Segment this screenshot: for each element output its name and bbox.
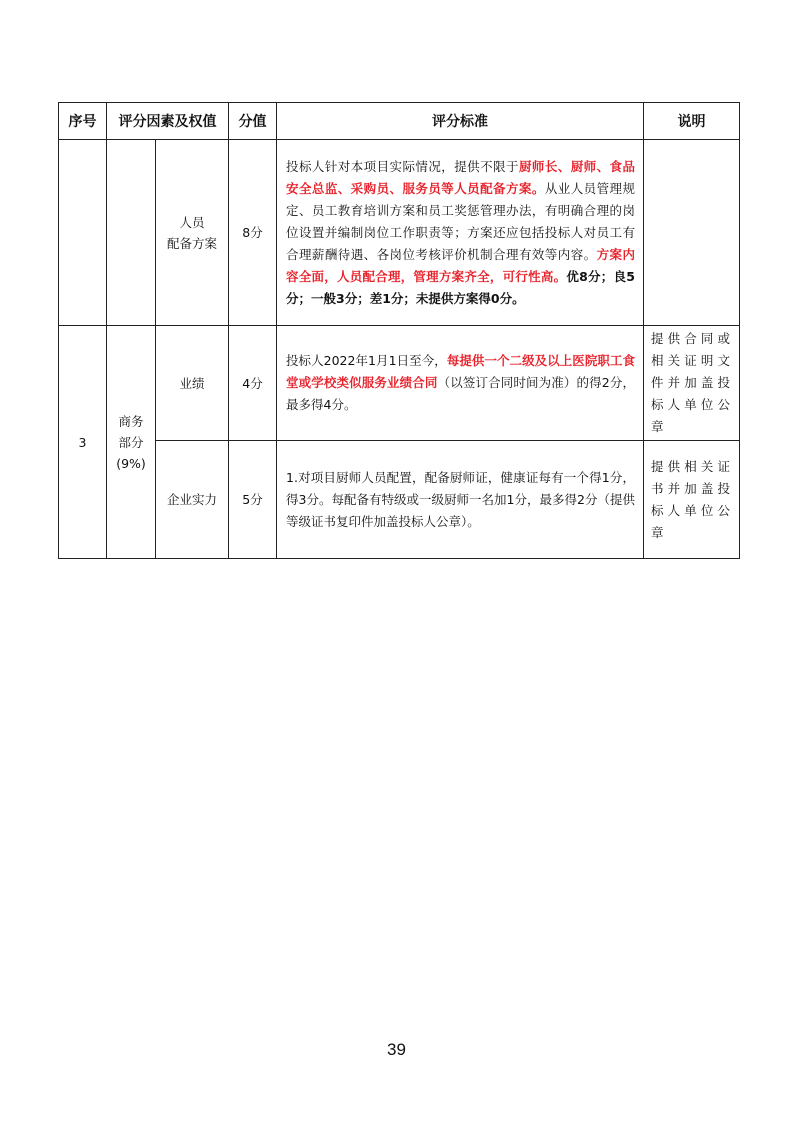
criteria-text: 投标人针对本项目实际情况，提供不限于: [286, 158, 519, 174]
score-staffing: 8分: [229, 140, 277, 326]
category-cell: 商务 部分 (9%): [107, 326, 156, 559]
empty-cell: [107, 140, 156, 326]
factor-performance: 业绩: [156, 326, 229, 441]
note-performance: 提供合同或相关证明文件并加盖投标人单位公章: [644, 326, 740, 441]
criteria-text: 投标人2022年1月1日至今，: [286, 353, 447, 368]
criteria-scoring: 优8分；良5分；一般3分；差1分；未提供方案得0分。: [286, 268, 635, 306]
score-performance: 4分: [229, 326, 277, 441]
empty-cell: [644, 140, 740, 326]
header-seq: 序号: [59, 103, 107, 140]
table-row: [59, 441, 740, 559]
criteria-strength: 1.对项目厨师人员配置，配备厨师证，健康证每有一个得1分，得3分。每配备有特级或一级厨师一名加1分，最多得2分（提供等级证书复印件加盖投标人公章）。: [277, 441, 644, 559]
score-strength: 5分: [229, 441, 277, 559]
criteria-highlight: 方案内容全面，人员配合理，管理方案齐全，可行性高。: [286, 246, 635, 284]
table-row: [59, 140, 740, 326]
criteria-text: 从业人员管理规定、员工教育培训方案和员工奖惩管理办法，有明确合理的岗位设置并编制岗位工作职责等；方案还应包括投标人对员工有合理薪酬待遇、各岗位考核评价机制合理有效等内容。: [286, 180, 635, 262]
scoring-table: [58, 102, 740, 559]
criteria-staffing: [277, 140, 644, 326]
factor-strength: 企业实力: [156, 441, 229, 559]
factor-staffing: 人员 配备方案: [156, 140, 229, 326]
table-header-row: [59, 103, 740, 140]
criteria-highlight: 厨师长、厨师、食品安全总监、采购员、服务员等人员配备方案。: [286, 158, 635, 196]
table-row: [59, 326, 740, 441]
page-number: 39: [387, 1040, 406, 1059]
seq-cell: 3: [59, 326, 107, 559]
empty-cell: [59, 140, 107, 326]
criteria-performance: [277, 326, 644, 441]
header-note: 说明: [644, 103, 740, 140]
criteria-text: （以签订合同时间为准）的得2分，最多得4分。: [286, 375, 635, 412]
criteria-highlight: 每提供一个二级及以上医院职工食堂或学校类似服务业绩合同: [286, 353, 635, 390]
header-factor: 评分因素及权值: [107, 103, 229, 140]
header-score: 分值: [229, 103, 277, 140]
header-criteria: 评分标准: [277, 103, 644, 140]
note-strength: 提供相关证书并加盖投标人单位公章: [644, 441, 740, 559]
